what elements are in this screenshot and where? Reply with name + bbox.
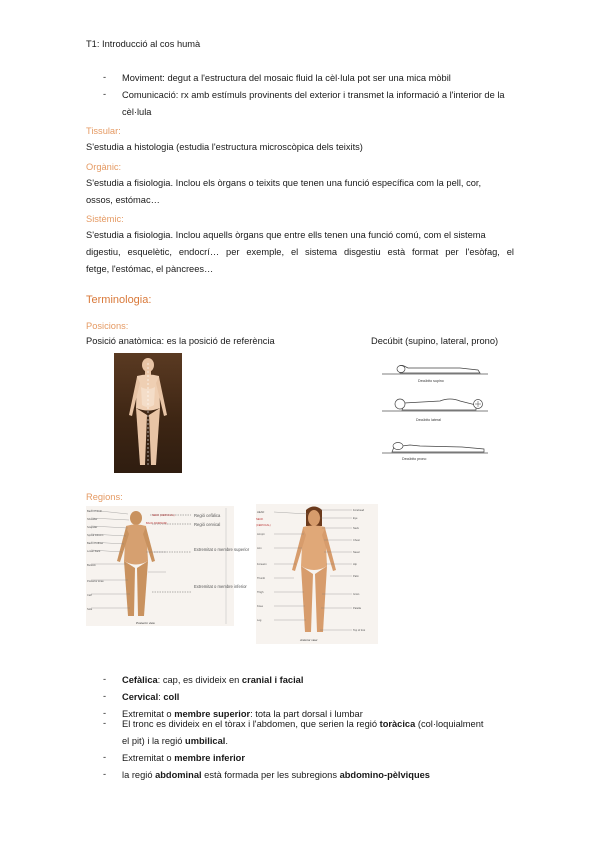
region-bullet-membre-superior: Extremitat o membre superior: tota la part dorsal i lumbar xyxy=(122,709,363,719)
svg-text:Knee: Knee xyxy=(257,605,264,608)
posterior-view-figure xyxy=(86,506,250,626)
svg-text:Posterior knee: Posterior knee xyxy=(87,580,104,583)
anterior-view-figure xyxy=(256,504,378,644)
region-bullet-tronc: El tronc es divideix en el tòrax i l'abdomen, que serien la regió toràcica (col·loquialment el pit) i la regió umbilical. xyxy=(122,719,484,746)
svg-text:Arm: Arm xyxy=(257,547,262,550)
posicio-anatomica-label: Posició anatòmica: es la posició de referència xyxy=(86,336,275,346)
svg-text:Navel: Navel xyxy=(353,551,360,554)
decubit-prono-figure xyxy=(382,443,488,454)
svg-text:(CERVICAL): (CERVICAL) xyxy=(256,524,271,527)
decubit-lateral-figure xyxy=(382,399,488,411)
svg-text:Chest: Chest xyxy=(353,539,360,542)
region-bullet-cefalica: Cefàlica: cap, es divideix en cranial i facial xyxy=(122,675,304,685)
organic-text-line1: S'estudia a fisiologia. Inclou els òrgans o teixits que tenen una funció específica com la pell, cor, xyxy=(86,178,482,188)
callout-regio-cefalica: Regió cefàlica xyxy=(194,513,221,518)
svg-text:Patella: Patella xyxy=(353,607,361,610)
svg-text:BACK (DORSUM): BACK (DORSUM) xyxy=(146,522,168,525)
svg-text:Thigh: Thigh xyxy=(257,591,264,594)
svg-text:Back of elbow: Back of elbow xyxy=(87,542,104,545)
svg-text:Back of skull: Back of skull xyxy=(87,510,102,513)
decubit-supino-caption: Decúbito supino xyxy=(418,379,444,383)
anterior-view-caption: Anterior view xyxy=(300,638,318,642)
svg-text:NECK: NECK xyxy=(256,518,264,521)
svg-text:HEAD: HEAD xyxy=(257,511,265,514)
svg-text:Palm: Palm xyxy=(353,575,359,578)
svg-text:Forehead: Forehead xyxy=(353,509,365,512)
svg-text:Calf: Calf xyxy=(87,594,92,597)
bullet-dash: - xyxy=(103,691,107,701)
decubit-positions-figure xyxy=(380,357,492,462)
posicions-heading: Posicions: xyxy=(86,321,129,331)
svg-text:Lower back: Lower back xyxy=(87,550,101,553)
svg-text:Shoulder: Shoulder xyxy=(87,518,98,521)
svg-text:Top of foot: Top of foot xyxy=(353,629,366,632)
organic-heading: Orgànic: xyxy=(86,162,122,172)
svg-text:Buttock: Buttock xyxy=(87,564,96,567)
svg-text:Scapular: Scapular xyxy=(87,526,98,529)
posterior-view-caption: Posterior view xyxy=(136,621,155,625)
sistemic-heading: Sistèmic: xyxy=(86,214,124,224)
svg-text:NECK (CERVICAL): NECK (CERVICAL) xyxy=(152,514,175,517)
bullet-dash: - xyxy=(103,718,107,728)
standing-figure-icon xyxy=(114,353,182,473)
decubit-lateral-caption: Decúbito lateral xyxy=(416,418,441,422)
svg-text:Forearm: Forearm xyxy=(257,563,267,566)
posterior-body-illustration xyxy=(86,506,250,626)
bullet-dash: - xyxy=(103,769,107,779)
svg-text:Armpit: Armpit xyxy=(257,533,265,536)
anatomical-position-photo xyxy=(114,353,182,473)
callout-membre-superior: Extremitat o membre superior xyxy=(194,547,250,552)
svg-text:Spinal column: Spinal column xyxy=(87,534,104,537)
bullet-dash: - xyxy=(103,752,107,762)
anterior-body-illustration xyxy=(256,504,378,644)
svg-text:Eye: Eye xyxy=(353,517,358,520)
svg-text:Hip: Hip xyxy=(353,563,357,566)
tissular-text: S'estudia a histologia (estudia l'estructura microscòpica dels teixits) xyxy=(86,142,363,152)
region-bullet-abdominal: la regió abdominal està formada per les subregions abdomino-pèlviques xyxy=(122,770,430,780)
organic-text-line2: ossos, estómac… xyxy=(86,195,160,205)
decubit-prono-caption: Decúbito prono xyxy=(402,457,427,461)
svg-text:Neck: Neck xyxy=(353,527,359,530)
svg-text:Thumb: Thumb xyxy=(257,577,266,580)
callout-regio-cervical: Regió cervical xyxy=(194,522,221,527)
decubit-supino-figure xyxy=(382,365,488,374)
callout-membre-inferior: Extremitat o membre inferior xyxy=(194,584,247,589)
decubit-label: Decúbit (supino, lateral, prono) xyxy=(371,336,499,346)
sistemic-text-line1: S'estudia a fisiologia. Inclou aquells òrgans que entre ells tenen una funció comú, com el sistema xyxy=(86,230,486,240)
regions-heading: Regions: xyxy=(86,492,123,502)
svg-text:Leg: Leg xyxy=(257,619,262,622)
svg-text:Sole: Sole xyxy=(87,608,93,611)
terminologia-heading: Terminologia: xyxy=(86,294,152,306)
page-title: T1: Introducció al cos humà xyxy=(86,39,201,49)
tissular-heading: Tissular: xyxy=(86,126,121,136)
intro-bullet-comunicacio: Comunicació: rx amb estímuls provinents del exterior i transmet la informació a l'interior de la cèl·lula xyxy=(122,90,505,117)
bullet-dash: - xyxy=(103,89,107,99)
intro-bullet-moviment: Moviment: degut a l'estructura del mosaic fluid la cèl·lula pot ser una mica mòbil xyxy=(122,73,451,83)
region-bullet-membre-inferior: Extremitat o membre inferior xyxy=(122,753,245,763)
region-bullet-cervical: Cervical: coll xyxy=(122,692,180,702)
sistemic-text-line2: digestiu, esquelètic, endocrí… per exemple, el sistema disgestiu està format per l'esòfag, el xyxy=(86,247,514,257)
sistemic-text-line3: fetge, l'estómac, el pàncrees… xyxy=(86,264,214,274)
bullet-dash: - xyxy=(103,708,107,718)
bullet-dash: - xyxy=(103,72,107,82)
bullet-dash: - xyxy=(103,674,107,684)
svg-text:Groin: Groin xyxy=(353,593,360,596)
